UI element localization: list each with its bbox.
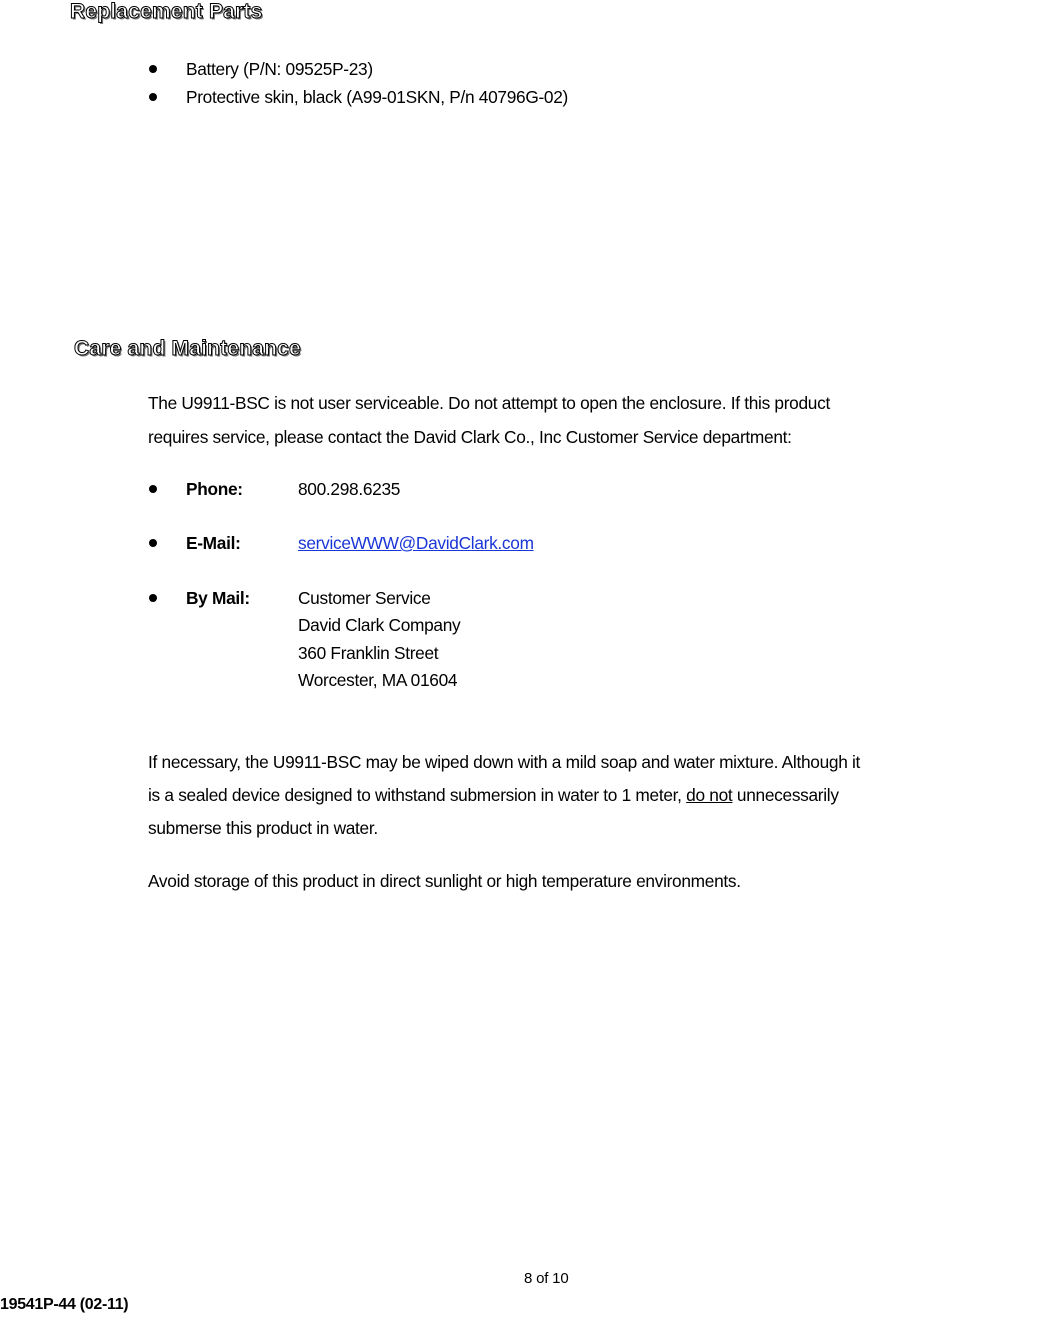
mail-label: By Mail: (186, 588, 250, 608)
mail-address-line: 360 Franklin Street (298, 643, 439, 663)
page-number: 8 of 10 (524, 1270, 569, 1287)
bullet-icon (149, 93, 157, 101)
bullet-icon (149, 594, 157, 602)
care-maintenance-heading: Care and Maintenance (74, 337, 301, 360)
cleaning-paragraph-line (148, 781, 839, 809)
list-item: Battery (P/N: 09525P-23) (186, 59, 373, 79)
mail-address-line: Customer Service (298, 588, 431, 608)
phone-label: Phone: (186, 479, 243, 499)
replacement-parts-heading: Replacement Parts (70, 0, 263, 23)
bullet-icon (149, 485, 157, 493)
storage-paragraph: Avoid storage of this product in direct sunlight or high temperature environments. (148, 871, 741, 891)
email-label: E-Mail: (186, 533, 241, 553)
email-link[interactable]: serviceWWW@DavidClark.com (298, 533, 534, 553)
do-not-emphasis: do not (686, 785, 733, 805)
phone-value: 800.298.6235 (298, 479, 401, 499)
cleaning-paragraph-line: submerse this product in water. (148, 818, 378, 838)
cleaning-text: unnecessarily (736, 785, 839, 805)
cleaning-paragraph-line: If necessary, the U9911-BSC may be wiped down with a mild soap and water mixture. Although it (148, 752, 861, 772)
bullet-icon (149, 65, 157, 73)
intro-paragraph-line: requires service, please contact the David Clark Co., Inc Customer Service department: (148, 427, 792, 447)
bullet-icon (149, 539, 157, 547)
mail-address-line: Worcester, MA 01604 (298, 670, 458, 690)
list-item: Protective skin, black (A99-01SKN, P/n 40796G-02) (186, 87, 569, 107)
cleaning-text: is a sealed device designed to withstand submersion in water to 1 meter, (148, 785, 682, 805)
document-number: 19541P-44 (02-11) (0, 1296, 129, 1313)
intro-paragraph-line: The U9911-BSC is not user serviceable. Do not attempt to open the enclosure. If this product (148, 393, 830, 413)
mail-address-line: David Clark Company (298, 615, 461, 635)
